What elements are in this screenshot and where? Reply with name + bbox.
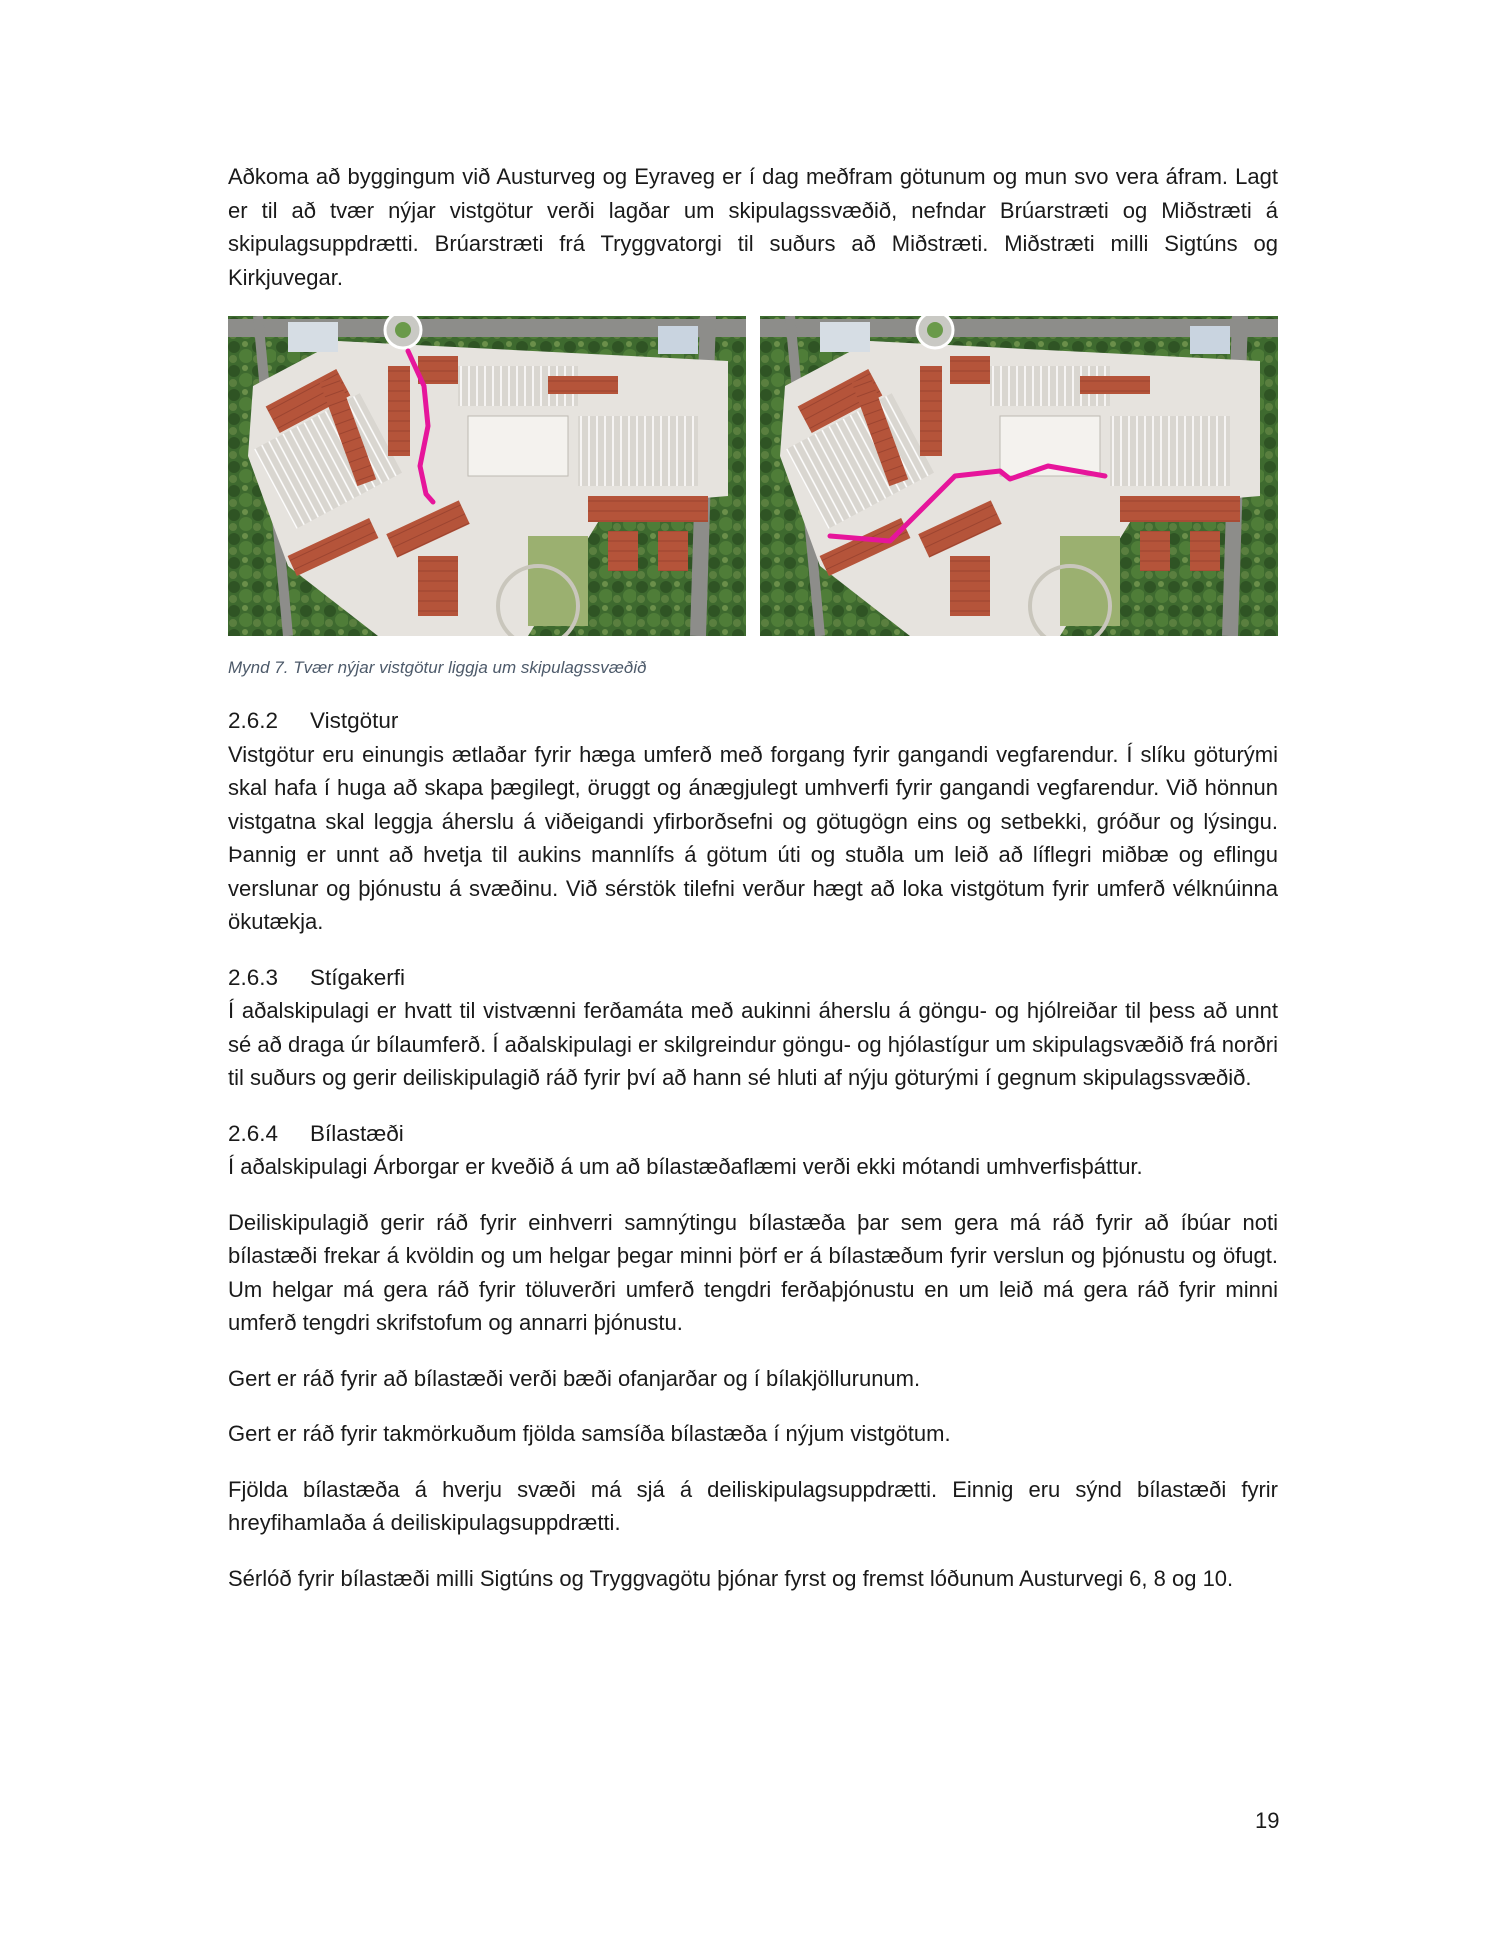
page-number: 19 bbox=[1255, 1808, 1280, 1833]
section-paragraph: Í aðalskipulagi er hvatt til vistvænni ferðamáta með aukinni áherslu á göngu- og hjólreiðar til þess að unnt sé að draga úr bílaumferð. Í aðalskipulagi er skilgreindur göngu- og hjólastígur um skipulagsvæðið frá norðri til suðurs og gerir deiliskipulagið ráð fyrir því að hann sé hluti af nýju göturými í gegnum skipulagssvæðið. bbox=[228, 998, 1278, 1090]
section-paragraph: Sérlóð fyrir bílastæði milli Sigtúns og Tryggvagötu þjónar fyrst og fremst lóðunum Austurvegi 6, 8 og 10. bbox=[228, 1565, 1234, 1591]
section-paragraph: Gert er ráð fyrir að bílastæði verði bæði ofanjarðar og í bílakjöllurunum. bbox=[228, 1365, 921, 1391]
section-paragraph: Í aðalskipulagi Árborgar er kveðið á um að bílastæðaflæmi verði ekki mótandi umhverfisþáttur. bbox=[228, 1154, 1143, 1179]
section-paragraph: Vistgötur eru einungis ætlaðar fyrir hæga umferð með forgang fyrir gangandi vegfarendur. Í slíku göturými skal hafa í huga að skapa þægilegt, öruggt og ánægjulegt umhverfi fyrir gangandi vegfarendur. Við hönnun vistgatna skal leggja áherslu á viðeigandi yfirborðsefni og götugögn eins og setbekki, gróður og lýsingu. Þannig er unnt að hvetja til aukins mannlífs á götum úti og stuðla um leið að líflegri miðbæ og eflingu verslunar og þjónustu á svæðinu. Við sérstök tilefni verður hægt að loka vistgötum fyrir umferð vélknúinna ökutækja. bbox=[228, 741, 1278, 934]
site-plan-image-bruarstraeti bbox=[228, 316, 746, 636]
figure-pair bbox=[228, 316, 1278, 636]
section-paragraph: Deiliskipulagið gerir ráð fyrir einhverri samnýtingu bílastæða þar sem gera má ráð fyrir að íbúar noti bílastæði frekar á kvöldin og um helgar þegar minni þörf er á bílastæðum fyrir verslun og þjónustu og öfugt. Um helgar má gera ráð fyrir töluverðri umferð tengdri ferðaþjónustu en um leið má gera ráð fyrir minni umferð tengdri skrifstofum og annarri þjónustu. bbox=[228, 1209, 1278, 1335]
section-title: Bílastæði bbox=[310, 1120, 404, 1146]
section-number: 2.6.3 bbox=[228, 964, 279, 990]
section-2-6-4 bbox=[228, 1117, 1278, 1596]
section-paragraph: Fjölda bílastæða á hverju svæði má sjá á deiliskipulagsuppdrætti. Einnig eru sýnd bílastæði fyrir hreyfihamlaða á deiliskipulagsuppdrætti. bbox=[228, 1476, 1278, 1535]
section-2-6-2 bbox=[228, 704, 1278, 939]
document-page bbox=[228, 160, 1278, 1617]
section-2-6-3 bbox=[228, 961, 1278, 1095]
section-heading bbox=[228, 704, 1278, 738]
section-heading bbox=[228, 961, 1278, 995]
section-number: 2.6.4 bbox=[228, 1120, 279, 1146]
section-title: Stígakerfi bbox=[310, 964, 406, 990]
section-heading bbox=[228, 1117, 1278, 1151]
site-plan-image-midstraeti bbox=[760, 316, 1278, 636]
section-title: Vistgötur bbox=[310, 708, 399, 733]
intro-paragraph: Aðkoma að byggingum við Austurveg og Eyraveg er í dag meðfram götunum og mun svo vera áfram. Lagt er til að tvær nýjar vistgötur verði lagðar um skipulagssvæðið, nefndar Brúarstræti og Miðstræti á skipulagsuppdrætti. Brúarstræti frá Tryggvatorgi til suðurs að Miðstræti. Miðstræti milli Sigtúns og Kirkjuvegar. bbox=[228, 164, 1278, 290]
section-paragraph: Gert er ráð fyrir takmörkuðum fjölda samsíða bílastæða í nýjum vistgötum. bbox=[228, 1421, 951, 1446]
figure-caption: Mynd 7. Tvær nýjar vistgötur liggja um skipulagssvæðið bbox=[228, 658, 647, 677]
section-number: 2.6.2 bbox=[228, 708, 279, 733]
